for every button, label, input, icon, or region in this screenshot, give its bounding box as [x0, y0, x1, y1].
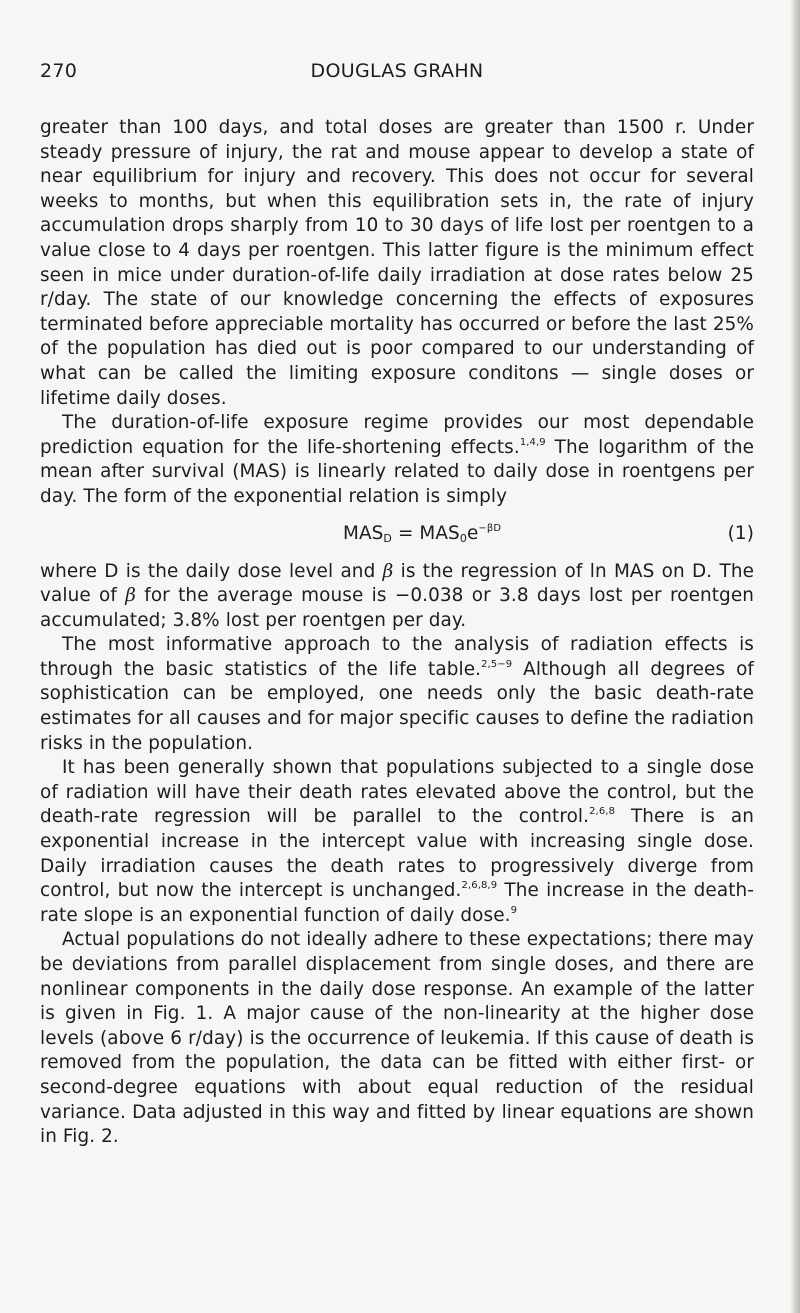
paragraph-3-text-a: where D is the daily dose level and	[40, 560, 383, 582]
paragraph-1: greater than 100 days, and total doses are greater than 1500 r. Under steady pressure of injury, the rat and mouse appear to develop a state of near equilibrium for injury and recovery. This does not occur for several weeks to months, but when this equilibration sets in, the rate of injury accumulation drops sharply from 10 to 30 days of life lost per roentgen to a value close to 4 days per roentgen. This latter figure is the minimum effect seen in mice under duration-of-life daily irradiation at dose rates below 25 r/day. The state of our knowledge concerning the effects of exposures terminated before appreciable mortality has occurred or before the last 25% of the population has died out is poor compared to our understanding of what can be called the limiting exposure conditons — single doses or lifetime daily doses.	[40, 117, 754, 409]
paragraph-2-text-b: The logarithm of the mean after survival (MAS) is linearly related to daily dose in roentgens per day. The form of the exponential relation is simply	[40, 436, 754, 507]
equation-lhs-subscript: D	[383, 531, 392, 545]
paragraph-4	[40, 633, 754, 756]
paragraph-3-text-b: is the regression of ln MAS on D. The value of	[40, 560, 754, 607]
equation-rhs: MAS	[419, 522, 460, 544]
paragraph-2-text-a: The duration-of-life exposure regime provides our most dependable prediction equation for the life-shortening effects.	[40, 412, 754, 458]
paragraph-5-text-c: The increase in the death-rate slope is an exponential function of daily dose.	[40, 880, 755, 926]
citation-superscript: 9	[510, 904, 518, 916]
equation-1	[40, 510, 754, 560]
equation-rhs-subscript: 0	[459, 531, 467, 545]
equation-lhs: MAS	[343, 522, 384, 544]
running-header	[40, 60, 754, 90]
equation-rhs-exponent: −βD	[478, 522, 502, 534]
paragraph-4-text-b: Although all degrees of sophistication can be employed, one needs only the basic death-rate estimates for all causes and for major specific causes to define the radiation risks in the population.	[40, 658, 755, 754]
paragraph-3	[40, 560, 754, 634]
equation-rhs-base: e	[466, 522, 479, 544]
paragraph-4-text-a: The most informative approach to the analysis of radiation effects is through the basic statistics of the life table.	[40, 634, 754, 680]
equation-body	[343, 522, 501, 547]
equation-number: (1)	[727, 522, 754, 544]
citation-superscript: 1,4,9	[519, 436, 546, 448]
beta-symbol: β	[382, 560, 394, 582]
paragraph-5-text-a: It has been generally shown that populations subjected to a single dose of radiation will have their death rates elevated above the control, but the death-rate regression will be parallel to the control.	[40, 757, 754, 828]
page-number: 270	[40, 60, 78, 82]
paragraph-5-text-b: There is an exponential increase in the intercept value with increasing single dose. Daily irradiation causes the death rates to progressively diverge from control, but now the intercept is unchanged.	[40, 806, 755, 902]
paragraph-6: Actual populations do not ideally adhere to these expectations; there may be deviations from parallel displacement from single doses, and there are nonlinear components in the daily dose response. An example of the latter is given in Fig. 1. A major cause of the non-linearity at the higher dose levels (above 6 r/day) is the occurrence of leukemia. If this cause of death is removed from the population, the data can be fitted with either first- or second-degree equations with about equal reduction of the residual variance. Data adjusted in this way and fitted by linear equations are shown in Fig. 2.	[40, 929, 754, 1148]
body-text	[40, 116, 754, 1150]
paragraph-3-text-c: for the average mouse is −0.038 or 3.8 days lost per roentgen accumulated; 3.8% lost per roentgen per day.	[40, 585, 754, 631]
paragraph-5	[40, 756, 754, 928]
paragraph-2	[40, 411, 754, 509]
citation-superscript: 2,5−9	[481, 658, 513, 670]
page-edge-shadow	[790, 0, 800, 1313]
citation-superscript: 2,6,8,9	[461, 880, 498, 892]
running-head-author: DOUGLAS GRAHN	[310, 60, 484, 82]
equation-equals: =	[392, 522, 420, 544]
beta-symbol: β	[125, 585, 136, 607]
citation-superscript: 2,6,8	[589, 806, 616, 818]
